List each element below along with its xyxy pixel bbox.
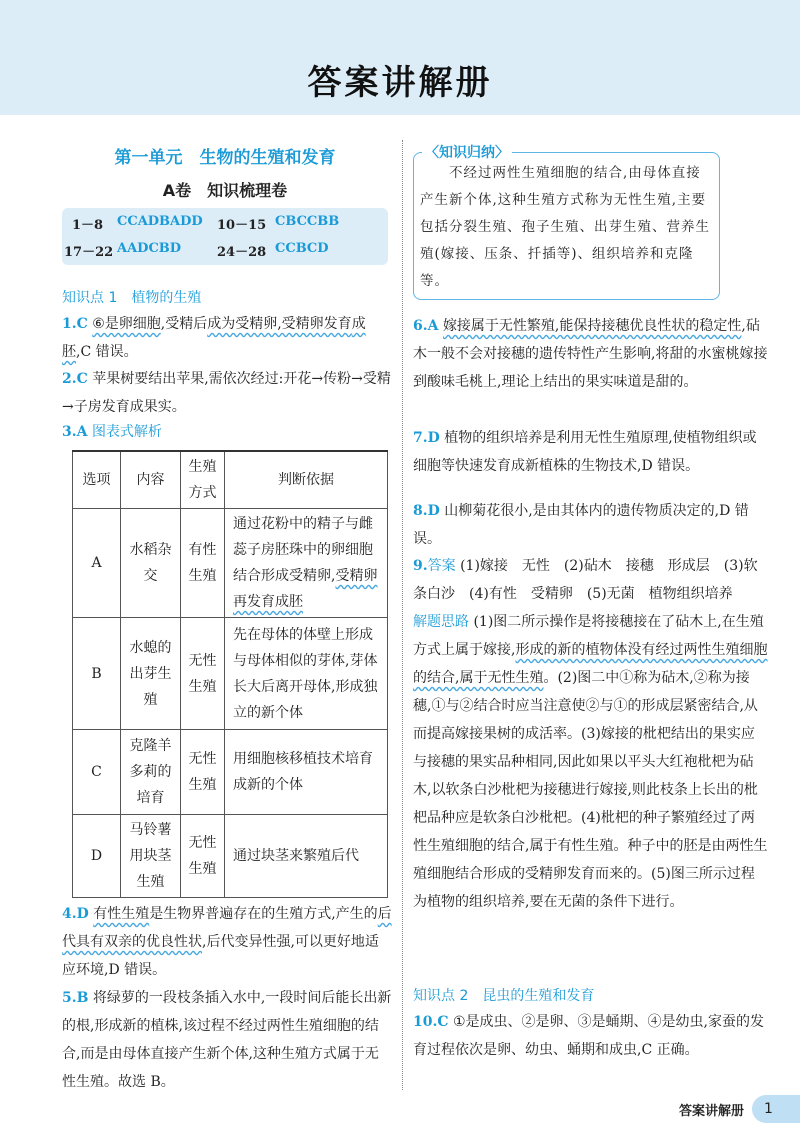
underlined-text: 成为受精卵,受精卵发育 — [207, 316, 352, 332]
underlined-text: ⑥是卵细胞 — [92, 316, 161, 332]
underlined-text: 后代具有双亲的优良性状 — [62, 906, 392, 950]
underlined-text: 受精卵再发育成胚 — [233, 568, 378, 610]
solution-label: 解题思路 — [413, 614, 469, 630]
item-number: 7.D — [413, 430, 440, 446]
item-text: ,C 错误。 — [76, 344, 138, 360]
cell: 水稻杂交 — [121, 509, 181, 618]
knowledge-box-title: 〈知识归纳〉 — [422, 142, 512, 162]
answer-range: 17－22 — [64, 245, 114, 260]
cell: 无性生殖 — [181, 815, 225, 898]
answer-item — [62, 984, 392, 1096]
table-row — [73, 815, 388, 898]
item-text: 。(2)图二中①称为砧木,②称为接穗,①与②结合时应当注意使②与①的形成层紧密结合,从而提高嫁接果树的成活率。(3)嫁接的枇杷结出的果实应与接穗的果实品种相同,因此如果以平头大红袍枇杷为砧木,以软条白沙枇杷为接穗进行嫁接,则此枝条上长出的枇杷品种应是软条白沙枇杷。(4)枇杷的种子繁殖经过了两性生殖细胞的结合,属于有性生殖。种子中的胚是由两性生殖细胞结合形成的受精卵发育而来的。(5)图三所示过程为植物的组织培养,要在无菌的条件下进行。 — [413, 670, 768, 910]
answer-item — [62, 418, 392, 446]
knowledge-box-text — [420, 160, 715, 295]
answer-item — [62, 900, 392, 984]
underlined-text: 形成的新的植物体没有经过两性生殖细胞的结合,属于无性生殖 — [413, 642, 768, 686]
cell: 通过块茎来繁殖后代 — [225, 815, 388, 898]
answer-item — [413, 1008, 768, 1064]
item-text: ,后代变异性强,可以更好地适应环境,D 错误。 — [62, 934, 379, 978]
answer-range: 10－15 — [217, 218, 267, 233]
answer-item — [413, 552, 768, 916]
underlined-text: 有性生殖 — [93, 906, 150, 922]
item-number: 6.A — [413, 318, 439, 334]
item-label: 图表式解析 — [91, 424, 162, 440]
cell-text: 通过花粉中的精子与雌蕊子房胚珠中的卵细胞结合形成受精卵, — [233, 516, 373, 584]
answer-item — [413, 312, 768, 396]
answer-values: CCBCD — [275, 241, 329, 256]
item-text: (1)图二所示操作是将接穗接在了砧木上,在生殖方式上属于嫁接, — [413, 614, 764, 658]
cell: 先在母体的体壁上形成与母体相似的芽体,芽体长大后离开母体,形成独立的新个体 — [225, 618, 388, 730]
item-text: 苹果树要结出苹果,需依次经过:开花→传粉→受精→子房发育成果实。 — [62, 371, 391, 415]
cell: 用细胞核移植技术培育成新的个体 — [225, 730, 388, 815]
footer-label: 答案讲解册 — [678, 1103, 744, 1119]
item-number: 10.C — [413, 1014, 449, 1030]
cell: B — [73, 618, 121, 730]
column-divider — [402, 140, 403, 1090]
section-heading: 知识点 2 昆虫的生殖和发育 — [413, 988, 595, 1004]
table-header: 内容 — [121, 451, 181, 509]
item-text: 植物的组织培养是利用无性生殖原理,使植物组织或细胞等快速发育成新植株的生物技术,D 错误。 — [413, 430, 757, 474]
page-footer — [679, 1095, 800, 1123]
item-text: ①是成虫、②是卵、③是蛹期、④是幼虫,家蚕的发育过程依次是卵、幼虫、蛹期和成虫,C 正确。 — [413, 1014, 764, 1058]
unit-title: 第一单元 生物的生殖和发育 — [114, 148, 336, 168]
item-number: 1.C — [62, 316, 88, 332]
answer-item — [413, 497, 768, 553]
answer-item — [62, 310, 392, 366]
table-header: 选项 — [73, 451, 121, 509]
item-text: ,砧木一般不会对接穗的遗传特性产生影响,将甜的水蜜桃嫁接到酸味毛桃上,理论上结出的果实味道是甜的。 — [413, 318, 768, 390]
cell: 有性生殖 — [181, 509, 225, 618]
table-header: 判断依据 — [225, 451, 388, 509]
cell: 无性生殖 — [181, 618, 225, 730]
item-number: 9. — [413, 558, 428, 574]
answer-values: AADCBD — [117, 241, 182, 256]
underlined-text: 嫁接属于无性繁殖,能保持接穗优良性状的稳定性 — [442, 318, 742, 334]
analysis-table — [72, 450, 388, 898]
header-band — [0, 0, 800, 115]
table-row — [73, 618, 388, 730]
cell: D — [73, 815, 121, 898]
volume-title: A卷 知识梳理卷 — [162, 181, 288, 200]
item-number: 2.C — [62, 371, 88, 387]
item-text: 是生物界普遍存在的生殖方式,产生的 — [149, 906, 378, 922]
item-number: 4.D — [62, 906, 89, 922]
cell: 水螅的出芽生殖 — [121, 618, 181, 730]
cell: C — [73, 730, 121, 815]
cell — [225, 509, 388, 618]
item-text: ,受精后 — [160, 316, 208, 332]
answer-item — [413, 424, 768, 480]
answer-range: 24－28 — [217, 245, 267, 260]
answer-item — [62, 365, 392, 421]
answer-key — [62, 208, 388, 265]
table-row — [73, 509, 388, 618]
item-number: 3.A — [62, 424, 88, 440]
item-number: 8.D — [413, 503, 440, 519]
cell: 马铃薯用块茎生殖 — [121, 815, 181, 898]
answer-label: 答案 — [427, 558, 456, 574]
table-header: 生殖方式 — [181, 451, 225, 509]
page-title: 答案讲解册 — [307, 63, 493, 103]
page-number: 1 — [752, 1095, 800, 1123]
cell: 无性生殖 — [181, 730, 225, 815]
answer-range: 1－8 — [72, 218, 104, 233]
item-text: 山柳菊花很小,是由其体内的遗传物质决定的,D 错误。 — [413, 503, 749, 547]
item-text: (1)嫁接 无性 (2)砧木 接穗 形成层 (3)软条白沙 (4)有性 受精卵 (5)无菌 植物组织培养 — [413, 558, 758, 602]
item-text: 将绿萝的一段枝条插入水中,一段时间后能长出新的根,形成新的植株,该过程不经过两性生殖细胞的结合,而是由母体直接产生新个体,这种生殖方式属于无性生殖。故选 B。 — [62, 990, 392, 1090]
box-text: 不经过两性生殖细胞的结合,由母体直接产生新个体,这种生殖方式称为无性生殖,主要包括分裂生殖、孢子生殖、出芽生殖、营养生殖(嫁接、压条、扦插等)、组织培养和克隆等。 — [420, 165, 710, 289]
section-heading: 知识点 1 植物的生殖 — [62, 290, 202, 306]
underlined-text: 成胚 — [62, 316, 366, 360]
table-row — [73, 730, 388, 815]
cell: A — [73, 509, 121, 618]
cell: 克隆羊多莉的培育 — [121, 730, 181, 815]
item-number: 5.B — [62, 990, 89, 1006]
answer-values: CBCCBB — [275, 214, 340, 229]
answer-values: CCADBADD — [117, 214, 203, 229]
